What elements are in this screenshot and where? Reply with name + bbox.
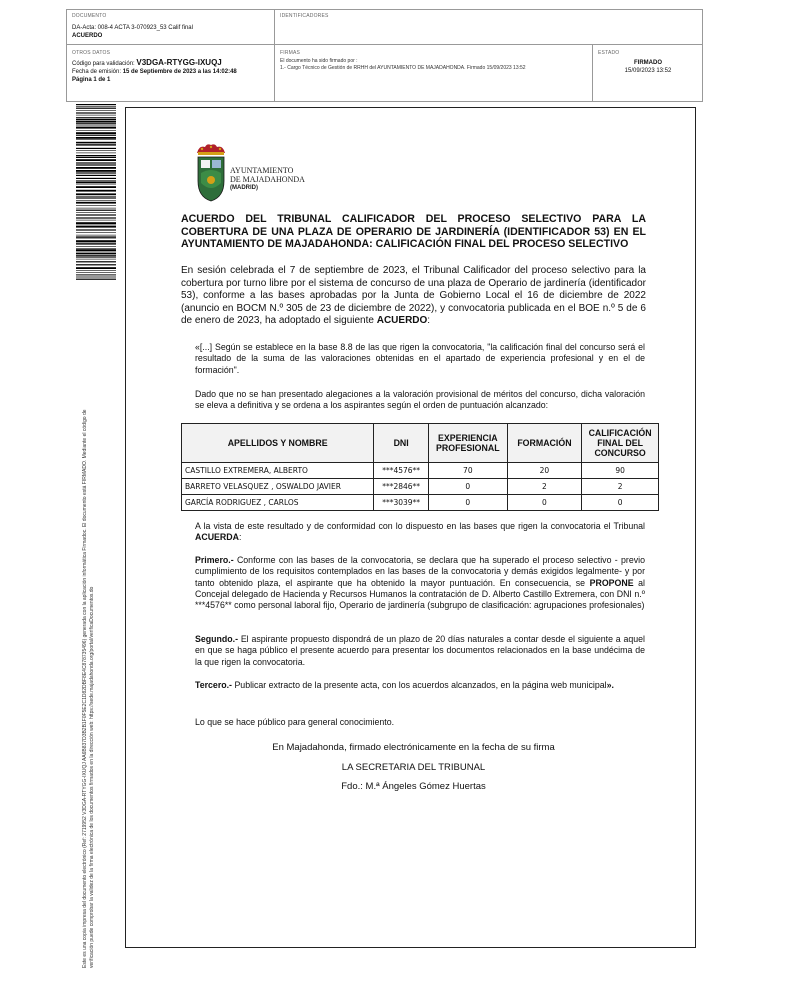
signature-line1: En Majadahonda, firmado electrónicamente en la fecha de su firma bbox=[272, 742, 555, 753]
verification-side-text bbox=[82, 298, 96, 968]
tercero-label: Tercero.- bbox=[195, 680, 232, 690]
cell-dni: ***4576** bbox=[374, 463, 429, 479]
vista-text: A la vista de este resultado y de conformidad con lo dispuesto en las bases que rigen la convocatoria el Tribunal bbox=[195, 521, 645, 531]
logo-line1: AYUNTAMIENTO bbox=[230, 166, 294, 175]
documento-line2: ACUERDO bbox=[72, 33, 103, 39]
municipal-crest-icon bbox=[193, 143, 229, 203]
document-title: ACUERDO DEL TRIBUNAL CALIFICADOR DEL PROCESO SELECTIVO PARA LA COBERTURA DE UNA PLAZA DE OPERARIO DE JARDINERÍA (IDENTIFICADOR 53) EN EL AYUNTAMIENTO DE MAJADAHONDA: CALIFICACIÓN FINAL DEL PROCESO SELECTIVO bbox=[181, 213, 646, 250]
quote-paragraph bbox=[195, 342, 645, 376]
cell-dni: ***3039** bbox=[374, 495, 429, 511]
publico-paragraph: Lo que se hace público para general conocimiento. bbox=[195, 717, 395, 727]
side-text-line2: verificación puede comprobar la validez de la firma electrónica de los documentos firmados en la dirección web: https://sede.majadahonda.org/portal/verificaDocumentos.do bbox=[89, 586, 95, 968]
side-text-line1: Este es una copia impresa del documento electrónico (Ref: 2719952 V3DGA-RTYGG-IXUQJ AA6B837D3B2B1F0F5E2C1D82DBF8E4C878735496) generada con la aplicación informática Firmadoc. El documento está FIRMADO. Mediante el código de bbox=[82, 409, 88, 968]
codigo-value: V3DGA-RTYGG-IXUQJ bbox=[136, 58, 222, 67]
documento-cell bbox=[67, 10, 275, 45]
identificadores-cell bbox=[275, 10, 703, 45]
codigo-label: Código para validación: bbox=[72, 61, 135, 67]
segundo-label: Segundo.- bbox=[195, 634, 239, 644]
logo-line2: DE MAJADAHONDA bbox=[230, 175, 305, 184]
segundo-text: El aspirante propuesto dispondrá de un plazo de 20 días naturales a contar desde el siguiente a aquel en que se haga público el presente acuerdo para presentar los documentos relacionados en la base undécima de la que rigen la convocatoria. bbox=[195, 634, 645, 667]
otros-datos-caption: OTROS DATOS bbox=[72, 50, 111, 56]
primero-bold: PROPONE bbox=[589, 577, 634, 588]
barcode-icon bbox=[76, 104, 116, 282]
cell-name: GARCÍA RODRIGUEZ , CARLOS bbox=[182, 495, 374, 511]
firmas-line2: 1.- Cargo Técnico de Gestión de RRHH del AYUNTAMIENTO DE MAJADAHONDA. Firmado 15/09/2023 13:52 bbox=[280, 65, 526, 71]
documento-line1: DA-Acta: 008-4 ACTA 3-070923_53 Calif final bbox=[72, 25, 193, 31]
cell-form: 0 bbox=[507, 495, 582, 511]
vista-paragraph bbox=[195, 521, 645, 544]
documento-caption: DOCUMENTO bbox=[72, 13, 107, 19]
vista-end: : bbox=[239, 532, 242, 543]
table-row bbox=[182, 495, 659, 511]
estado-date: 15/09/2023 13:52 bbox=[624, 68, 672, 74]
cell-form: 2 bbox=[507, 479, 582, 495]
col-header-name: APELLIDOS Y NOMBRE bbox=[182, 424, 374, 463]
table-row bbox=[182, 479, 659, 495]
intro-paragraph bbox=[181, 265, 646, 328]
primero-text1: Conforme con las bases de la convocatoria, se declara que ha superado el proceso selectivo - previo cumplimiento de los requisitos contemplados en las bases de la convocatoria y demás exigidos legalmente- y por tanto obtenido plaza, el aspirante que ha obtenido la mayor puntuación. En consecuencia, se bbox=[195, 555, 645, 588]
fecha-emision bbox=[72, 68, 269, 76]
vista-bold: ACUERDA bbox=[195, 532, 239, 543]
cell-final: 2 bbox=[582, 479, 659, 495]
firmas-caption: FIRMAS bbox=[280, 50, 301, 56]
cell-exp: 0 bbox=[428, 495, 507, 511]
cell-name: BARRETO VELASQUEZ , OSWALDO JAVIER bbox=[182, 479, 374, 495]
primero-label: Primero.- bbox=[195, 555, 234, 565]
estado-value: FIRMADO bbox=[634, 60, 662, 66]
cell-exp: 0 bbox=[428, 479, 507, 495]
cell-final: 90 bbox=[582, 463, 659, 479]
pagina-label: Página 1 de 1 bbox=[72, 77, 111, 83]
cell-form: 20 bbox=[507, 463, 582, 479]
col-header-dni: DNI bbox=[374, 424, 429, 463]
otros-datos-cell bbox=[67, 45, 275, 102]
intro-end: : bbox=[427, 315, 431, 327]
col-header-formacion: FORMACIÓN bbox=[507, 424, 582, 463]
results-table bbox=[181, 423, 659, 511]
logo-line3: (MADRID) bbox=[230, 185, 258, 191]
cell-name: CASTILLO EXTREMERA, ALBERTO bbox=[182, 463, 374, 479]
fecha-value: 15 de Septiembre de 2023 a las 14:02:48 bbox=[122, 69, 237, 75]
firmas-line1: El documento ha sido firmado por : bbox=[280, 58, 358, 64]
tercero-paragraph bbox=[195, 680, 645, 691]
primero-text2: al Concejal delegado de Hacienda y Recursos Humanos la contratación de D. Alberto Castillo Extremera, con DNI n.º ***4576** como personal laboral fijo, Operario de jardinería (subgrupo de clasificación: agrupaciones profesionales) bbox=[195, 577, 645, 611]
intro-bold: ACUERDO bbox=[376, 315, 428, 327]
intro-text: En sesión celebrada el 7 de septiembre de 2023, el Tribunal Calificador del proceso selectivo para la cobertura por turno libre por el sistema de concurso de una plaza de Operario de jardinería (identificador 53), conforme a las bases aprobadas por la Junta de Gobierno Local el 16 de diciembre de 2022 (anuncio en BOCM N.º 305 de 23 de diciembre de 2022), y convocatoria publicada en el BOE n.º 5 de 6 de enero de 2023, ha adoptado el siguiente bbox=[181, 265, 646, 327]
signature-line2: LA SECRETARIA DEL TRIBUNAL bbox=[341, 762, 486, 773]
signature-line3: Fdo.: M.ª Ángeles Gómez Huertas bbox=[341, 781, 486, 792]
tercero-text: Publicar extracto de la presente acta, con los acuerdos alcanzados, en la página web municipal bbox=[232, 680, 607, 690]
dado-paragraph: Dado que no se han presentado alegaciones a la valoración provisional de méritos del concurso, dicha valoración se eleva a definitiva y se ordena a los aspirantes según el orden de puntuación alcanzado: bbox=[195, 389, 645, 411]
firmas-cell bbox=[275, 45, 593, 102]
table-header-row bbox=[182, 424, 659, 463]
segundo-paragraph bbox=[195, 634, 645, 668]
col-header-calificacion: CALIFICACIÓN FINAL DEL CONCURSO bbox=[582, 424, 659, 463]
quote-text: «[...] Según se establece en la base 8.8 de las que rigen la convocatoria, "la calificación final del concurso será el resultado de la suma de las valoraciones obtenidas en el apartado de experiencia profesional y en el de formación". bbox=[195, 342, 645, 375]
codigo-validacion bbox=[72, 59, 269, 68]
cell-dni: ***2846** bbox=[374, 479, 429, 495]
document-header bbox=[66, 9, 703, 102]
tercero-end: ». bbox=[606, 680, 614, 690]
cell-exp: 70 bbox=[428, 463, 507, 479]
col-header-experiencia: EXPERIENCIA PROFESIONAL bbox=[428, 424, 507, 463]
estado-caption: ESTADO bbox=[598, 50, 620, 56]
primero-paragraph bbox=[195, 555, 645, 611]
municipality-name bbox=[230, 166, 305, 193]
cell-final: 0 bbox=[582, 495, 659, 511]
estado-cell bbox=[593, 45, 703, 102]
fecha-label: Fecha de emisión: bbox=[72, 69, 122, 75]
table-row bbox=[182, 463, 659, 479]
identificadores-caption: IDENTIFICADORES bbox=[280, 13, 329, 19]
